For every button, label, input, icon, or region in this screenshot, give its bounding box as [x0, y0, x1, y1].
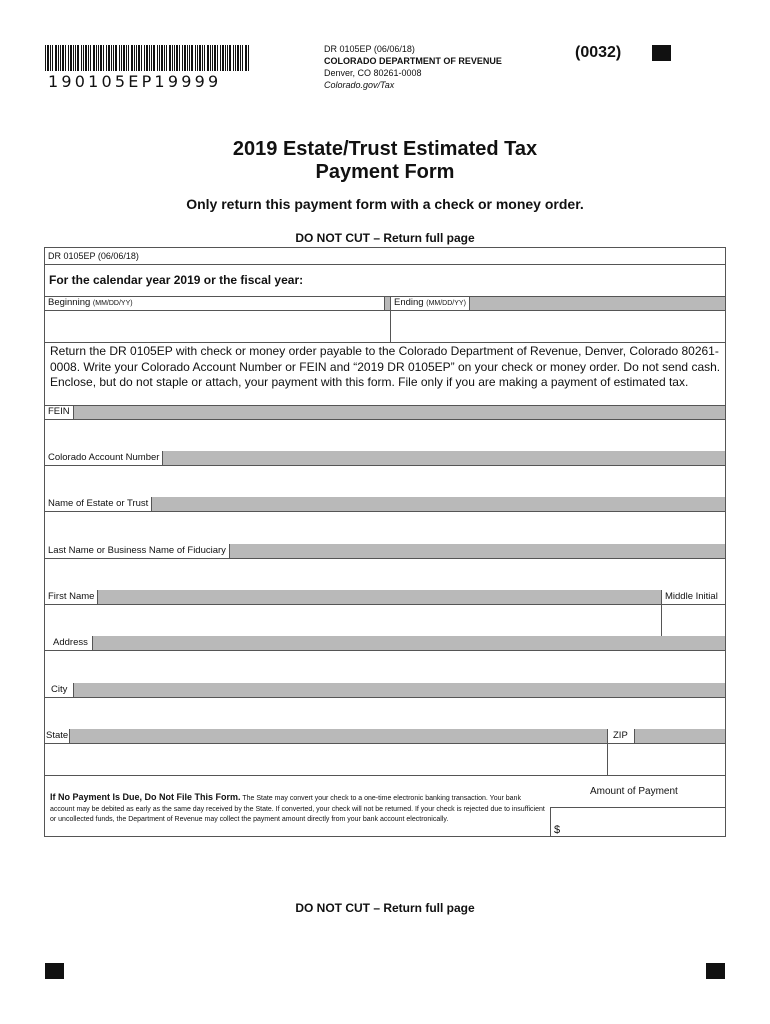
- fiscal-year-heading: For the calendar year 2019 or the fiscal year:: [49, 273, 304, 287]
- do-not-cut-bottom: DO NOT CUT – Return full page: [295, 901, 475, 915]
- barcode-number: 190105EP19999: [48, 72, 222, 91]
- amount-of-payment-label: Amount of Payment: [590, 786, 678, 797]
- form-id-inner: DR 0105EP (06/06/18): [48, 251, 139, 261]
- form-id: DR 0105EP (06/06/18): [324, 44, 415, 54]
- form-header: [324, 43, 502, 91]
- registration-mark-bottom-left: [45, 963, 64, 979]
- middle-initial-label: Middle Initial: [661, 590, 725, 604]
- page-title-line2: Payment Form: [315, 161, 455, 183]
- amount-of-payment-field[interactable]: [565, 810, 721, 834]
- state-field[interactable]: [49, 745, 603, 773]
- account-number-field[interactable]: [49, 467, 721, 495]
- dollar-sign: $: [554, 824, 561, 836]
- registration-mark: [652, 45, 671, 61]
- department-website: Colorado.gov/Tax: [324, 80, 395, 90]
- page-subtitle: Only return this payment form with a check or money order.: [186, 196, 584, 212]
- payment-form: [44, 247, 726, 837]
- department-name: COLORADO DEPARTMENT OF REVENUE: [324, 56, 502, 66]
- fein-field[interactable]: [49, 421, 721, 449]
- ending-label: Ending (MM/DD/YY): [391, 296, 470, 311]
- page-title: 2019 Estate/Trust Estimated Tax: [232, 138, 538, 160]
- do-not-cut-top: DO NOT CUT – Return full page: [295, 231, 475, 245]
- middle-initial-field[interactable]: [665, 606, 721, 634]
- zip-field[interactable]: [611, 745, 721, 773]
- beginning-date-field[interactable]: [49, 312, 385, 340]
- first-name-label: First Name: [45, 590, 98, 604]
- registration-mark-bottom-right: [706, 963, 725, 979]
- account-number-label: Colorado Account Number: [45, 451, 163, 465]
- estate-name-field[interactable]: [49, 513, 721, 541]
- state-label: State: [46, 730, 69, 741]
- no-payment-notice: If No Payment Is Due, Do Not File This Form. The State may convert your check to a one-time electronic banking transaction. Your bank account may be debited as early as the same day received by the State. If converted, your check will not be returned. If your check is rejected due to insufficient or uncollected funds, the Department of Revenue may collect the payment amount directly from your bank account electronically.: [50, 792, 545, 823]
- instructions-text: Return the DR 0105EP with check or money order payable to the Colorado Department of Revenue, Denver, Colorado 80261-0008. Write your Colorado Account Number or FEIN and “2019 DR 0105EP” on your check or money order. Do not send cash. Enclose, but do not staple or attach, your payment with this form. File only if you are making a payment of estimated tax.: [50, 344, 721, 389]
- first-name-field[interactable]: [49, 606, 657, 634]
- beginning-label: Beginning (MM/DD/YY): [45, 296, 385, 311]
- estate-name-label: Name of Estate or Trust: [45, 497, 152, 511]
- ending-date-field[interactable]: [395, 312, 721, 340]
- city-label: City: [45, 683, 74, 697]
- department-address: Denver, CO 80261-0008: [324, 68, 422, 78]
- address-label: Address: [45, 636, 93, 650]
- fiduciary-name-label: Last Name or Business Name of Fiduciary: [45, 544, 230, 558]
- fiduciary-name-field[interactable]: [49, 560, 721, 588]
- city-field[interactable]: [49, 699, 721, 727]
- zip-label: ZIP: [607, 729, 635, 743]
- barcode: [45, 45, 251, 71]
- form-code: (0032): [575, 44, 622, 61]
- fein-label: FEIN: [45, 405, 74, 419]
- address-field[interactable]: [49, 652, 721, 680]
